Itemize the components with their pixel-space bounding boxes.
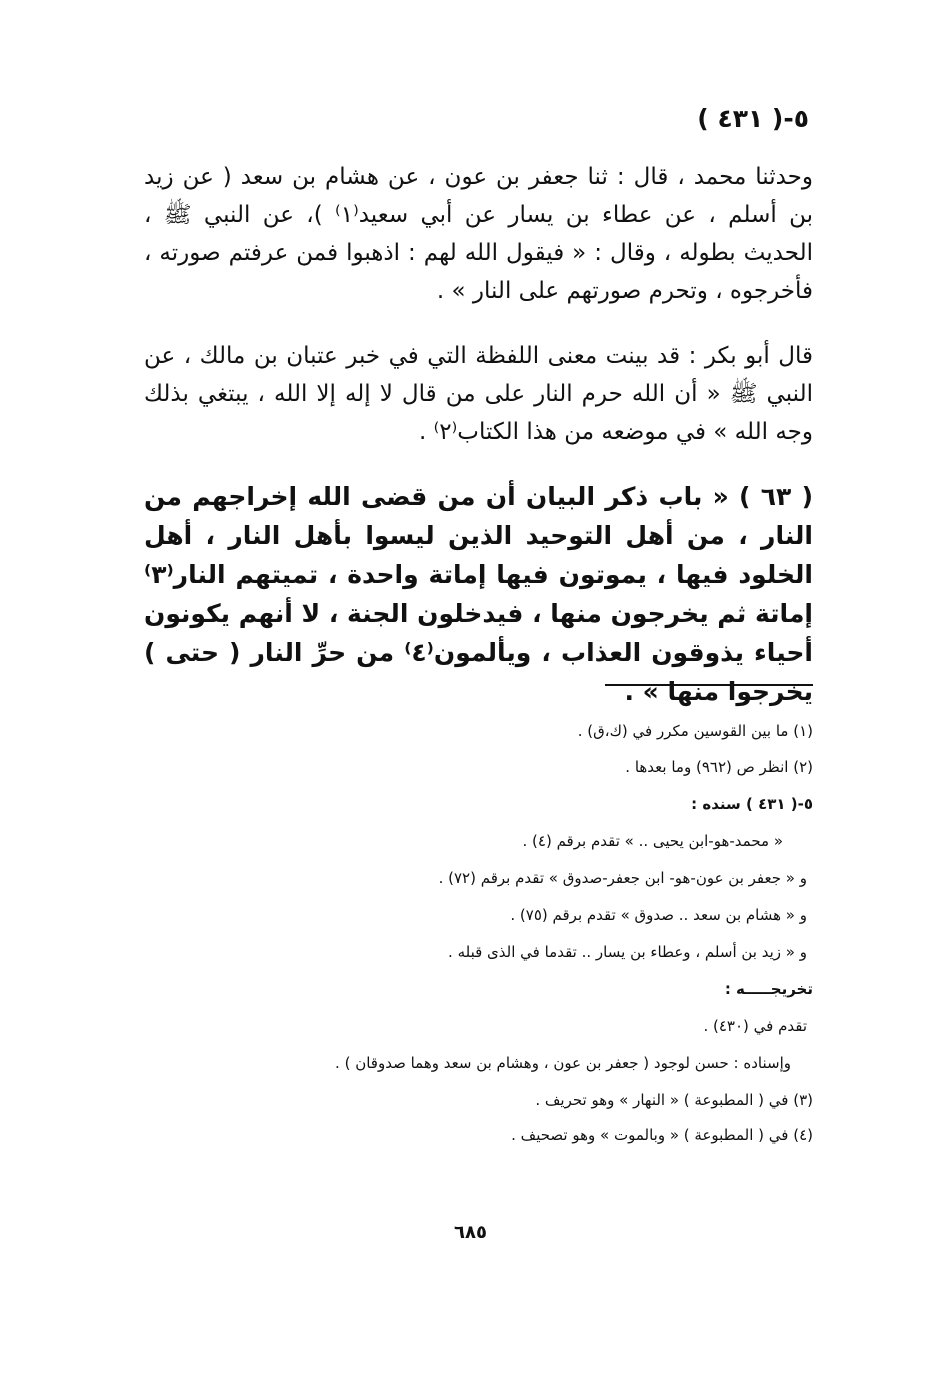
paragraph-text: وحدثنا محمد ، قال : ثنا جعفر بن عون ، عن هشام بن سعد ( عن زيد بن أسلم ، عن عطاء بن يسار عن أبي سعيد⁽١⁾ )، عن النبي ﷺ ، الحديث بطوله ، وقال : « فيقول الله لهم : اذهبوا فمن عرفتم صورته ، فأخرجوه ، وتحرم صورتهم على النار » . xyxy=(144,164,813,304)
takhrij-line: تقدم في (٤٣٠) . xyxy=(703,1017,807,1035)
chapter-heading xyxy=(144,477,813,711)
footnote-separator xyxy=(605,684,813,686)
commentary-paragraph xyxy=(144,337,813,451)
takhrij-heading: تخريجـــــه : xyxy=(724,980,813,998)
page-number: ٦٨٥ xyxy=(454,1222,487,1243)
isnad-line: و « هشام بن سعد .. صدوق » تقدم برقم (٧٥) . xyxy=(510,906,807,924)
isnad-heading: ٥-( ٤٣١ ) سنده : xyxy=(691,795,813,813)
hadith-text-paragraph xyxy=(144,158,813,310)
footnote-1: (١) ما بين القوسين مكرر في (ك،ق) . xyxy=(577,722,813,740)
footnote-4: (٤) في ( المطبوعة ) « وبالموت » وهو تصحيف . xyxy=(511,1126,813,1144)
chapter-heading-text: ( ٦٣ ) « باب ذكر البيان أن من قضى الله إخراجهم من النار ، من أهل التوحيد الذين ليسوا بأهل النار ، أهل الخلود فيها ، يموتون فيها إماتة واحدة ، تميتهم النار⁽٣⁾ إماتة ثم يخرجون منها ، فيدخلون الجنة ، لا أنهم يكونون أحياء يذوقون العذاب ، ويألمون⁽٤⁾ من حرِّ النار ( حتى ) يخرجوا منها » . xyxy=(144,482,813,706)
hadith-number: ٥-( ٤٣١ ) xyxy=(697,104,809,133)
isnad-line: و « زيد بن أسلم ، وعطاء بن يسار .. تقدما في الذى قبله . xyxy=(448,943,807,961)
takhrij-line: وإسناده : حسن لوجود ( جعفر بن عون ، وهشام بن سعد وهما صدوقان ) . xyxy=(335,1054,791,1072)
footnote-2: (٢) انظر ص (٩٦٢) وما بعدها . xyxy=(625,758,813,776)
isnad-line: « محمد-هو-ابن يحيى .. » تقدم برقم (٤) . xyxy=(522,832,783,850)
isnad-line: و « جعفر بن عون-هو- ابن جعفر-صدوق » تقدم برقم (٧٢) . xyxy=(438,869,807,887)
paragraph-text: قال أبو بكر : قد بينت معنى اللفظة التي في خبر عتبان بن مالك ، عن النبي ﷺ « أن الله حرم النار على من قال لا إله إلا الله ، يبتغي بذلك وجه الله » في موضعه من هذا الكتاب⁽٢⁾ . xyxy=(144,343,813,445)
footnote-3: (٣) في ( المطبوعة ) « النهار » وهو تحريف . xyxy=(535,1091,813,1109)
